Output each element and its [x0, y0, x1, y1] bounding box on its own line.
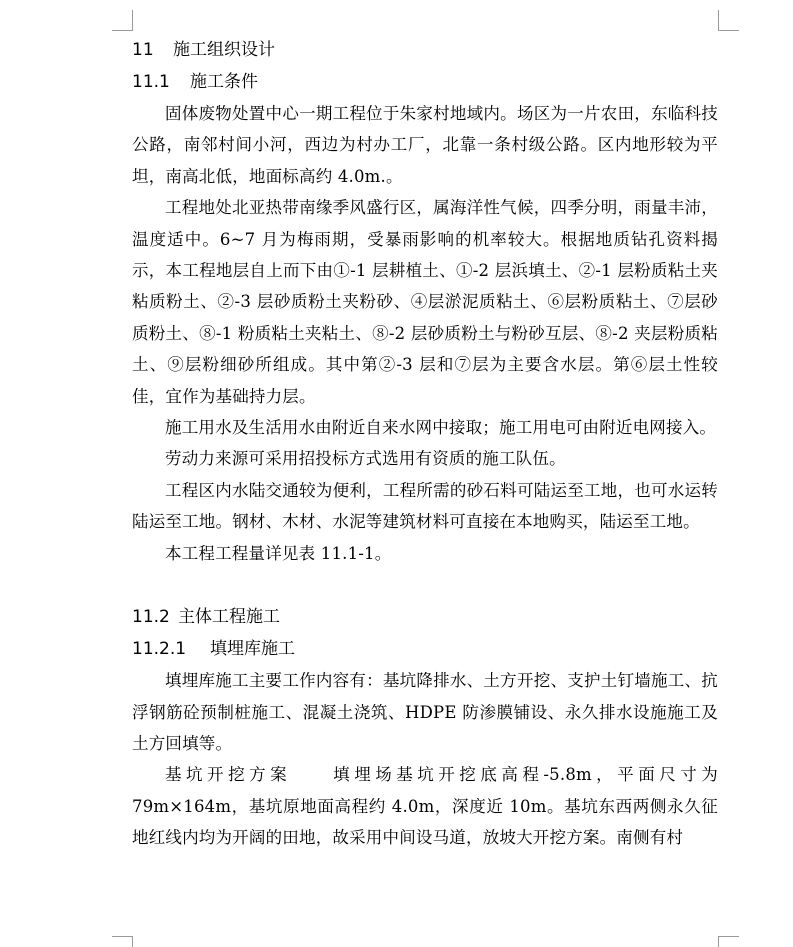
heading-title: 施工条件 [190, 72, 258, 92]
heading-number: 11.2 [132, 607, 170, 628]
paragraph: 固体废物处置中心一期工程位于朱家村地域内。场区为一片农田，东临科技公路，南邻村间小河，西边为村办工厂，北靠一条村级公路。区内地形较为平坦，南高北低，地面标高约 4.0m.。 [132, 104, 718, 186]
page-corner-mark-top-left [112, 10, 133, 31]
paragraph: 基坑开挖方案 填埋场基坑开挖底高程-5.8m，平面尺寸为 79m×164m，基坑原地面高程约 4.0m，深度近 10m。基坑东西两侧永久征地红线内均为开阔的田地，故采用中间设马道，放坡大开挖方案。南侧有村 [132, 765, 718, 848]
page-corner-mark-bottom-right [718, 936, 739, 947]
heading-number: 11.2.1 [132, 639, 187, 660]
paragraph: 本工程工程量详见表 11.1-1。 [165, 543, 392, 563]
heading-11-1 [132, 66, 718, 98]
paragraph: 工程地处北亚热带南缘季风盛行区，属海洋性气候，四季分明，雨量丰沛，温度适中。6~7 月为梅雨期，受暴雨影响的机率较大。根据地质钻孔资料揭示，本工程地层自上而下由①-1 层耕植土、①-2 层浜填土、②-1 层粉质粘土夹粘质粉土、②-3 层砂质粉土夹粉砂、④层淤泥质粘土、⑥层粉质粘土、⑦层砂质粉土、⑧-1 粉质粘土夹粘土、⑧-2 层砂质粉土与粉砂互层、⑧-2 夹层粉质粘土、⑨层粉细砂所组成。其中第②-3 层和⑦层为主要含水层。第⑥层土性较佳，宜作为基础持力层。 [132, 198, 718, 406]
page-corner-mark-bottom-left [112, 936, 133, 947]
heading-11-2-1 [132, 633, 718, 665]
document-page [132, 34, 718, 854]
heading-11-2 [132, 601, 718, 633]
blank-line [132, 569, 718, 601]
paragraph: 填埋库施工主要工作内容有：基坑降排水、土方开挖、支护土钉墙施工、抗浮钢筋砼预制桩施工、混凝土浇筑、HDPE 防渗膜铺设、永久排水设施施工及土方回填等。 [132, 671, 718, 753]
heading-title: 施工组织设计 [173, 40, 275, 60]
heading-number: 11 [132, 40, 154, 60]
page-corner-mark-top-right [718, 10, 739, 31]
heading-number: 11.1 [132, 72, 170, 92]
heading-title: 填埋库施工 [210, 639, 295, 660]
paragraph: 劳动力来源可采用招投标方式选用有资质的施工队伍。 [165, 449, 566, 469]
heading-title: 主体工程施工 [178, 607, 280, 628]
paragraph: 工程区内水陆交通较为便利，工程所需的砂石料可陆运至工地，也可水运转陆运至工地。钢材、木材、水泥等建筑材料可直接在本地购买，陆运至工地。 [132, 480, 718, 532]
heading-11 [132, 34, 718, 66]
paragraph: 施工用水及生活用水由附近自来水网中接取；施工用电可由附近电网接入。 [165, 418, 717, 438]
